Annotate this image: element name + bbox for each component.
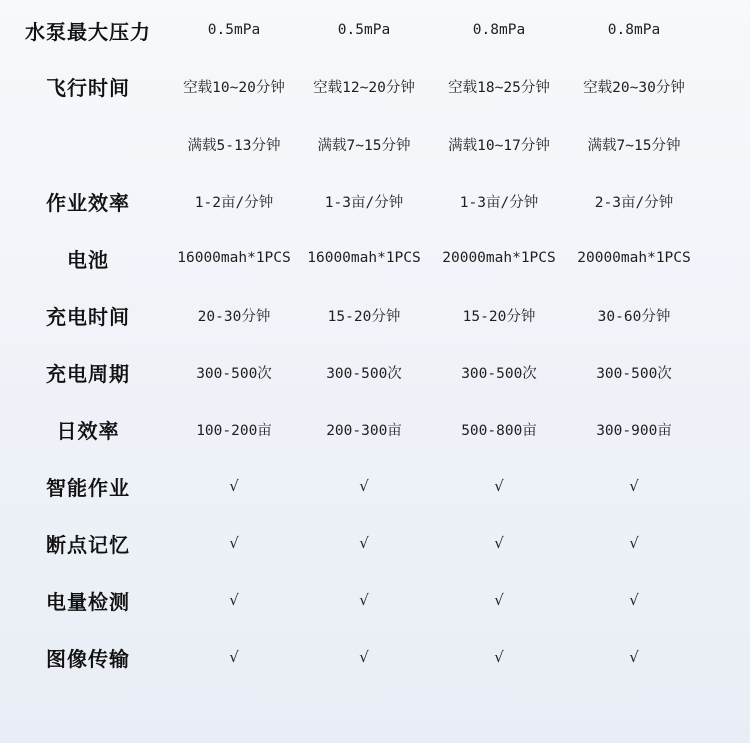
row-label: 断点记忆 <box>46 532 130 557</box>
check-icon: √ <box>629 591 639 609</box>
table-cell: 20000mah*1PCS <box>577 250 691 266</box>
table-cell: 300-500次 <box>326 365 402 382</box>
table-cell: 300-500次 <box>461 365 537 382</box>
table-cell: 300-900亩 <box>596 422 672 439</box>
row-label: 作业效率 <box>46 190 130 215</box>
table-cell: 满载10~17分钟 <box>448 137 550 154</box>
table-cell: 0.8mPa <box>472 22 526 38</box>
table-row <box>0 181 750 221</box>
table-row <box>0 523 750 563</box>
table-cell: 空载10~20分钟 <box>183 79 285 96</box>
table-cell: 空载20~30分钟 <box>583 79 685 96</box>
check-icon: √ <box>229 534 239 552</box>
table-cell: 30-60分钟 <box>597 308 671 325</box>
table-row <box>0 66 750 106</box>
table-cell: 0.8mPa <box>607 22 661 38</box>
table-cell: 满载5-13分钟 <box>187 137 281 154</box>
table-cell: 空载12~20分钟 <box>313 79 415 96</box>
table-cell: 16000mah*1PCS <box>307 250 421 266</box>
table-row <box>0 295 750 335</box>
check-icon: √ <box>359 591 369 609</box>
table-row <box>0 238 750 278</box>
table-cell: 20000mah*1PCS <box>442 250 556 266</box>
row-label: 水泵最大压力 <box>25 19 151 44</box>
table-cell: 满载7~15分钟 <box>317 137 411 154</box>
table-cell: 15-20分钟 <box>462 308 536 325</box>
row-label: 智能作业 <box>46 475 130 500</box>
row-label: 充电周期 <box>46 361 130 386</box>
table-cell: 1-3亩/分钟 <box>459 194 539 211</box>
check-icon: √ <box>629 477 639 495</box>
check-icon: √ <box>494 534 504 552</box>
table-cell: 15-20分钟 <box>327 308 401 325</box>
check-icon: √ <box>494 591 504 609</box>
check-icon: √ <box>359 534 369 552</box>
check-icon: √ <box>494 477 504 495</box>
table-cell: 1-2亩/分钟 <box>194 194 274 211</box>
check-icon: √ <box>494 648 504 666</box>
check-icon: √ <box>629 534 639 552</box>
table-cell: 0.5mPa <box>207 22 261 38</box>
table-row <box>0 637 750 677</box>
row-label: 电量检测 <box>46 589 130 614</box>
table-row <box>0 409 750 449</box>
check-icon: √ <box>229 477 239 495</box>
table-row <box>0 466 750 506</box>
table-cell: 1-3亩/分钟 <box>324 194 404 211</box>
table-cell: 300-500次 <box>596 365 672 382</box>
table-cell: 0.5mPa <box>337 22 391 38</box>
check-icon: √ <box>229 591 239 609</box>
row-label: 充电时间 <box>46 304 130 329</box>
table-cell: 100-200亩 <box>196 422 272 439</box>
table-cell: 空载18~25分钟 <box>448 79 550 96</box>
table-cell: 16000mah*1PCS <box>177 250 291 266</box>
table-row <box>0 124 750 164</box>
table-cell: 500-800亩 <box>461 422 537 439</box>
table-cell: 20-30分钟 <box>197 308 271 325</box>
check-icon: √ <box>359 477 369 495</box>
check-icon: √ <box>229 648 239 666</box>
check-icon: √ <box>629 648 639 666</box>
table-cell: 300-500次 <box>196 365 272 382</box>
table-cell: 2-3亩/分钟 <box>594 194 674 211</box>
table-row <box>0 10 750 50</box>
table-cell: 200-300亩 <box>326 422 402 439</box>
row-label: 图像传输 <box>46 646 130 671</box>
table-row <box>0 580 750 620</box>
table-cell: 满载7~15分钟 <box>587 137 681 154</box>
check-icon: √ <box>359 648 369 666</box>
table-row <box>0 352 750 392</box>
row-label: 日效率 <box>56 418 120 443</box>
row-label: 电池 <box>67 247 109 272</box>
row-label: 飞行时间 <box>46 75 130 100</box>
